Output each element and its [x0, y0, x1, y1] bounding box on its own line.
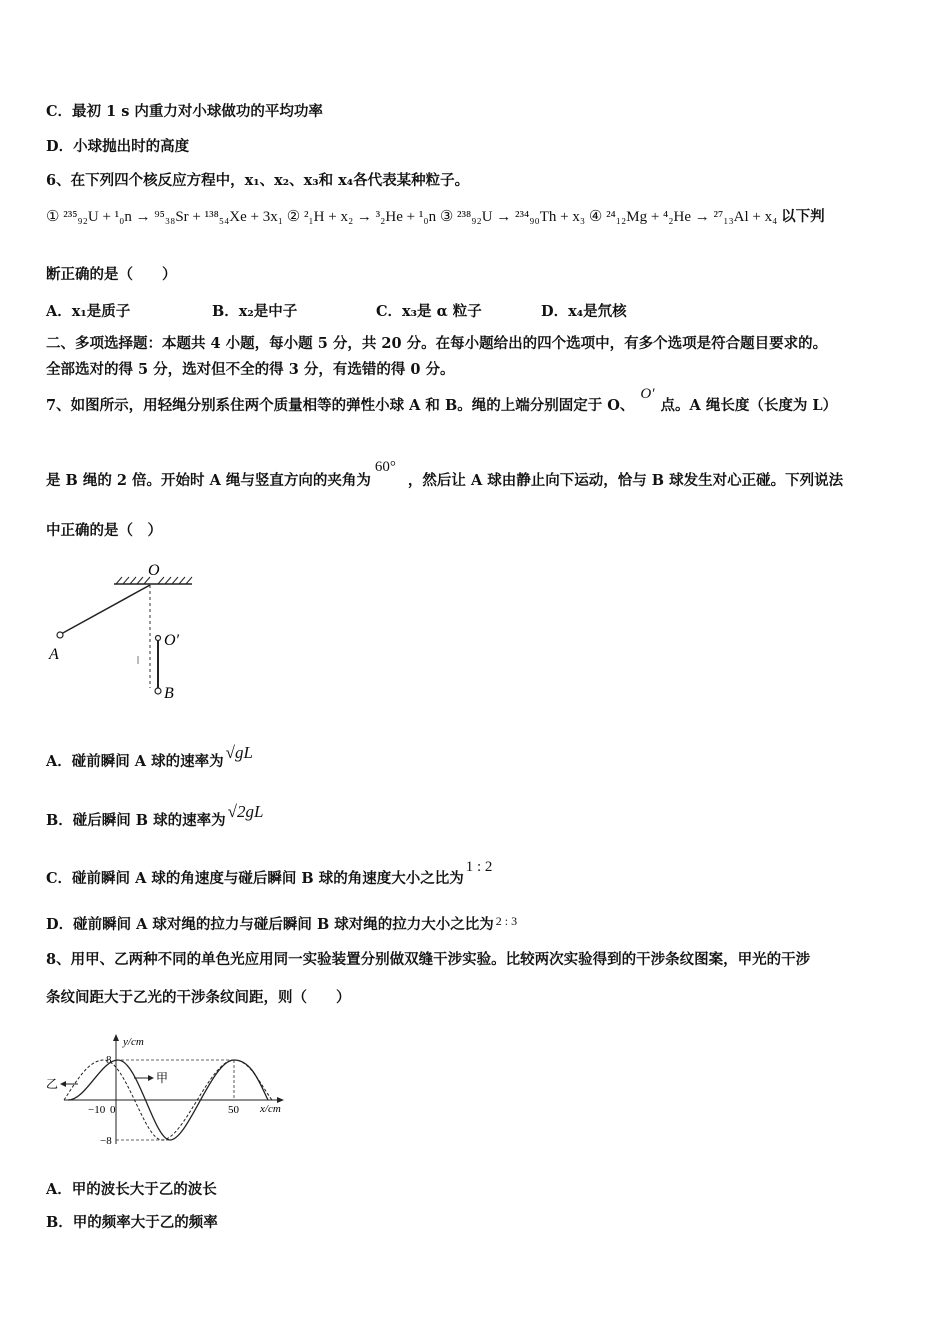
q6-option-c: C．x₃是 α 粒子: [376, 303, 482, 320]
y-tick-neg8: −8: [100, 1135, 112, 1147]
q7-option-b: [46, 802, 264, 831]
q6-option-a: A．x₁是质子: [46, 303, 131, 320]
q8-line-2: 条纹间距大于乙光的干涉条纹间距，则（ ）: [46, 989, 351, 1006]
q8-option-a: A．甲的波长大于乙的波长: [46, 1181, 217, 1198]
x-tick-neg10: −10: [88, 1104, 106, 1116]
q6-stem-continued: 断正确的是（ ）: [46, 266, 177, 283]
q6-option-d: D．x₄是氘核: [541, 303, 627, 320]
q7-option-b-math: √2gL: [227, 802, 264, 821]
label-a: A: [49, 646, 59, 663]
rope-a: [61, 585, 150, 634]
q8-wave-figure: [46, 1032, 296, 1157]
y-axis-label: y/cm: [123, 1036, 144, 1048]
q7-option-a: [46, 743, 253, 772]
reaction-3: ²³⁸₉₂U → ²³⁴₉₀Th + x₃: [457, 209, 586, 225]
y-tick-8: 8: [106, 1054, 112, 1066]
y-axis-arrow: [113, 1034, 119, 1041]
q7-line-1b: 点。A 绳长度（长度为 L）: [660, 397, 838, 414]
q7-option-a-math: √gL: [225, 743, 253, 762]
section-2-line-2: 全部选对的得 5 分，选对但不全的得 3 分，有选错的得 0 分。: [46, 361, 455, 378]
ball-a: [57, 632, 63, 638]
q7-option-d-text: D．碰前瞬间 A 球对绳的拉力与碰后瞬间 B 球对绳的拉力大小之比为: [46, 916, 494, 933]
x-tick-0: 0: [110, 1104, 116, 1116]
q7-math-angle: 60°: [374, 459, 396, 475]
label-jia: 甲: [156, 1071, 169, 1085]
circle-2: ②: [286, 209, 301, 225]
q5-option-c: C．最初 1 s 内重力对小球做功的平均功率: [46, 103, 323, 120]
x-tick-50: 50: [228, 1104, 239, 1116]
label-yi: 乙: [46, 1077, 59, 1091]
q6-stem: 6、在下列四个核反应方程中，x₁、x₂、x₃和 x₄各代表某种粒子。: [46, 172, 470, 189]
q5-option-d: D．小球抛出时的高度: [46, 138, 190, 155]
q7-math-o-prime: O′: [640, 386, 655, 402]
q7-line-2a: 是 B 绳的 2 倍。开始时 A 绳与竖直方向的夹角为: [46, 472, 371, 489]
arrow-yi-head: [60, 1081, 66, 1087]
q7-line-2b: ，然后让 A 球由静止向下运动，恰与 B 球发生对心正碰。下列说法: [407, 472, 844, 489]
q7-line-3: 中正确的是（ ）: [46, 522, 162, 539]
q6-option-b: B．x₂是中子: [212, 303, 298, 320]
q6-formula-tail: 以下判: [781, 208, 825, 225]
section-2-line-1: 二、多项选择题：本题共 4 小题，每小题 5 分，共 20 分。在每小题给出的四个选项中，有多个选项是符合题目要求的。: [46, 335, 828, 352]
label-b: B: [164, 685, 174, 702]
circle-4: ④: [588, 209, 603, 225]
q7-option-d-math: 2 : 3: [495, 914, 518, 928]
q6-reaction-equations: [46, 205, 825, 229]
circle-1: ①: [46, 209, 60, 225]
q7-line-1: [46, 386, 838, 416]
q7-option-c-math: 1 : 2: [465, 859, 493, 875]
reaction-2: ²₁H + x₂ → ³₂He + ¹₀n: [303, 209, 437, 225]
arrow-jia-head: [148, 1075, 154, 1081]
pivot-o-prime: [156, 636, 161, 641]
q7-option-c: [46, 859, 493, 889]
reaction-4: ²⁴₁₂Mg + ⁴₂He → ²⁷₁₃Al + x₄: [606, 209, 778, 225]
label-o: O: [148, 562, 160, 579]
q7-option-c-text: C．碰前瞬间 A 球的角速度与碰后瞬间 B 球的角速度大小之比为: [46, 870, 464, 887]
x-axis-label: x/cm: [260, 1103, 281, 1115]
q7-option-a-text: A．碰前瞬间 A 球的速率为: [46, 753, 224, 770]
reaction-1: ²³⁵₉₂U + ¹₀n → ⁹⁵₃₈Sr + ¹³⁸₅₄Xe + 3x₁: [63, 209, 283, 225]
q7-option-b-text: B．碰后瞬间 B 球的速率为: [46, 812, 226, 829]
q6-options: [46, 300, 906, 320]
circle-3: ③: [439, 209, 454, 225]
q8-line-1: 8、用甲、乙两种不同的单色光应用同一实验装置分别做双缝干涉实验。比较两次实验得到的干涉条纹图案，甲光的干涉: [46, 951, 811, 968]
q7-line-2: [46, 459, 844, 491]
q7-pendulum-figure: [46, 558, 206, 708]
q7-line-1a: 7、如图所示，用轻绳分别系住两个质量相等的弹性小球 A 和 B。绳的上端分别固定于 O、: [46, 397, 635, 414]
q7-option-d: [46, 915, 517, 935]
ball-b: [155, 688, 161, 694]
q8-option-b: B．甲的频率大于乙的频率: [46, 1214, 218, 1231]
label-o-prime: O′: [164, 632, 180, 649]
